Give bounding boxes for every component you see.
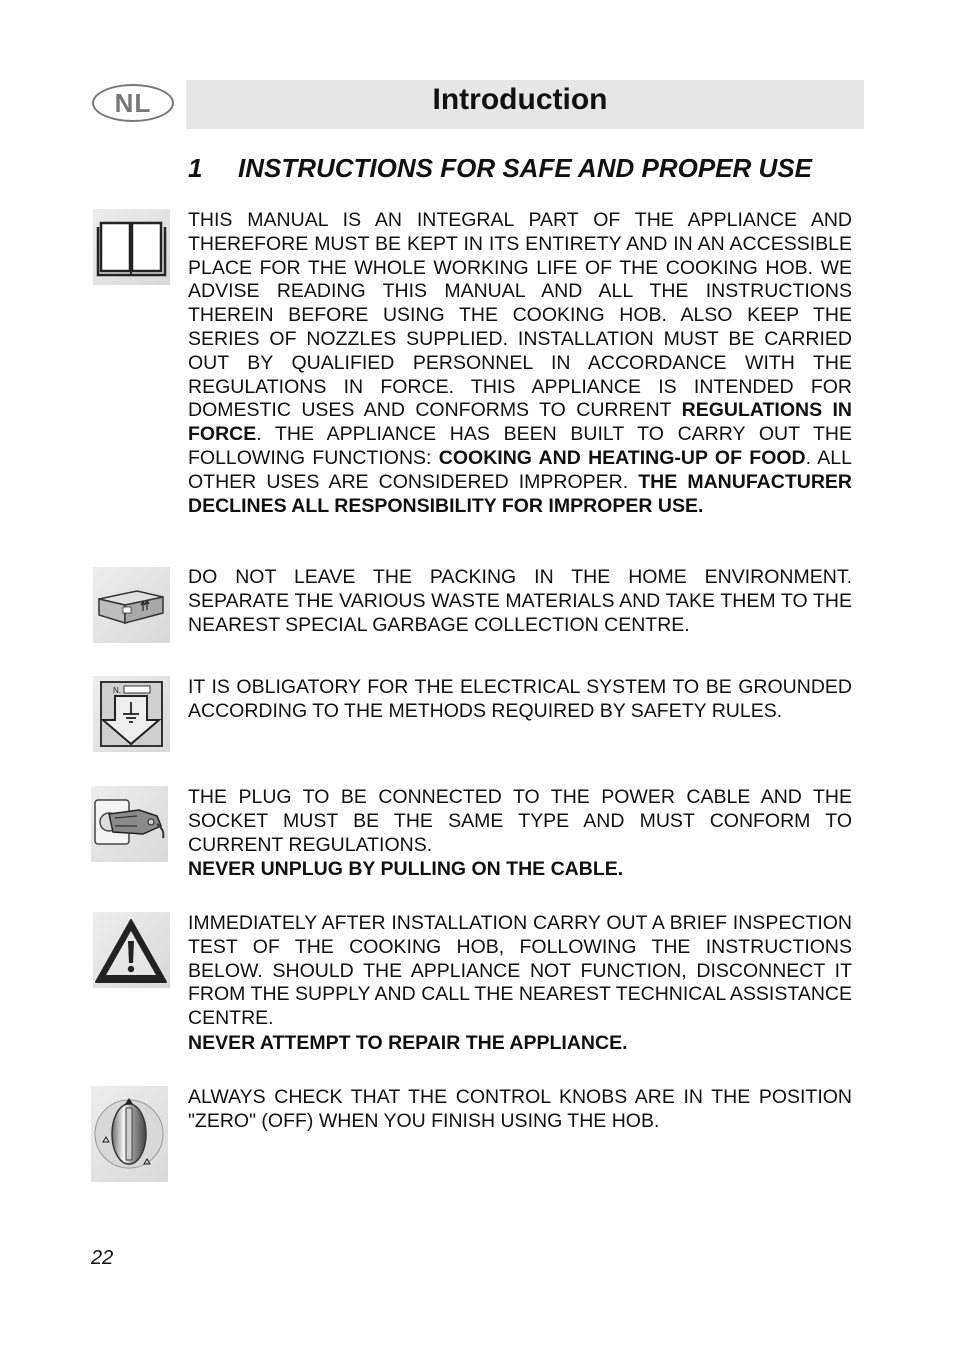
page-number: 22 <box>91 1247 114 1269</box>
page-title: Introduction <box>432 83 608 116</box>
packing-box-icon <box>93 567 170 643</box>
block-knobs <box>188 1086 852 1134</box>
block-manual <box>188 209 852 518</box>
warning-triangle-icon <box>93 912 170 988</box>
block-warning <box>188 912 852 1056</box>
paragraph-manual: THIS MANUAL IS AN INTEGRAL PART OF THE APPLIANCE AND THEREFORE MUST BE KEPT IN ITS ENTIRETY AND IN AN ACCESSIBLE PLACE FOR THE WHOLE WORKING LIFE OF THE COOKING HOB. WE ADVISE READING THIS MANUAL AND ALL THE INSTRUCTIONS THEREIN BEFORE USING THE COOKING HOB. ALSO KEEP THE SERIES OF NOZZLES SUPPLIED. INSTALLATION MUST BE CARRIED OUT BY QUALIFIED PERSONNEL IN ACCORDANCE WITH THE REGULATIONS IN FORCE. THIS APPLIANCE IS INTENDED FOR DOMESTIC USES AND CONFORMS TO CURRENT REGULATIONS IN FORCE. THE APPLIANCE HAS BEEN BUILT TO CARRY OUT THE FOLLOWING FUNCTIONS: COOKING AND HEATING-UP OF FOOD. ALL OTHER USES ARE CONSIDERED IMPROPER. THE MANUFACTURER DECLINES ALL RESPONSIBILITY FOR IMPROPER USE. <box>188 209 853 517</box>
paragraph-warning: IMMEDIATELY AFTER INSTALLATION CARRY OUT A BRIEF INSPECTION TEST OF THE COOKING HOB, FOLLOWING THE INSTRUCTIONS BELOW. SHOULD THE APPLIANCE NOT FUNCTION, DISCONNECT IT FROM THE SUPPLY AND CALL THE NEAREST TECHNICAL ASSISTANCE CENTRE. <box>188 912 852 1030</box>
paragraph-plug: THE PLUG TO BE CONNECTED TO THE POWER CABLE AND THE SOCKET MUST BE THE SAME TYPE AND MUST CONFORM TO CURRENT REGULATIONS. <box>188 786 852 856</box>
paragraph-knobs: ALWAYS CHECK THAT THE CONTROL KNOBS ARE IN THE POSITION "ZERO" (OFF) WHEN YOU FINISH USING THE HOB. <box>188 1086 852 1132</box>
grounding-earth-icon <box>93 676 170 752</box>
plug-socket-icon <box>91 786 168 862</box>
paragraph-grounding: IT IS OBLIGATORY FOR THE ELECTRICAL SYSTEM TO BE GROUNDED ACCORDING TO THE METHODS REQUIRED BY SAFETY RULES. <box>188 676 852 722</box>
plug-warning: NEVER UNPLUG BY PULLING ON THE CABLE. <box>188 858 624 881</box>
block-packing <box>188 566 852 637</box>
manual-book-icon <box>93 209 170 285</box>
block-plug <box>188 786 852 882</box>
control-knob-icon <box>91 1086 168 1182</box>
section-title: INSTRUCTIONS FOR SAFE AND PROPER USE <box>238 153 812 183</box>
header-bar <box>186 80 864 129</box>
grounding-icon-label: N. <box>113 686 121 695</box>
section-number: 1 <box>188 153 203 183</box>
language-badge: NL <box>92 84 174 122</box>
block-grounding <box>188 676 852 724</box>
section-heading <box>188 153 812 184</box>
paragraph-packing: DO NOT LEAVE THE PACKING IN THE HOME ENVIRONMENT. SEPARATE THE VARIOUS WASTE MATERIALS AND TAKE THEM TO THE NEAREST SPECIAL GARBAGE COLLECTION CENTRE. <box>188 566 852 636</box>
repair-warning: NEVER ATTEMPT TO REPAIR THE APPLIANCE. <box>188 1031 628 1054</box>
